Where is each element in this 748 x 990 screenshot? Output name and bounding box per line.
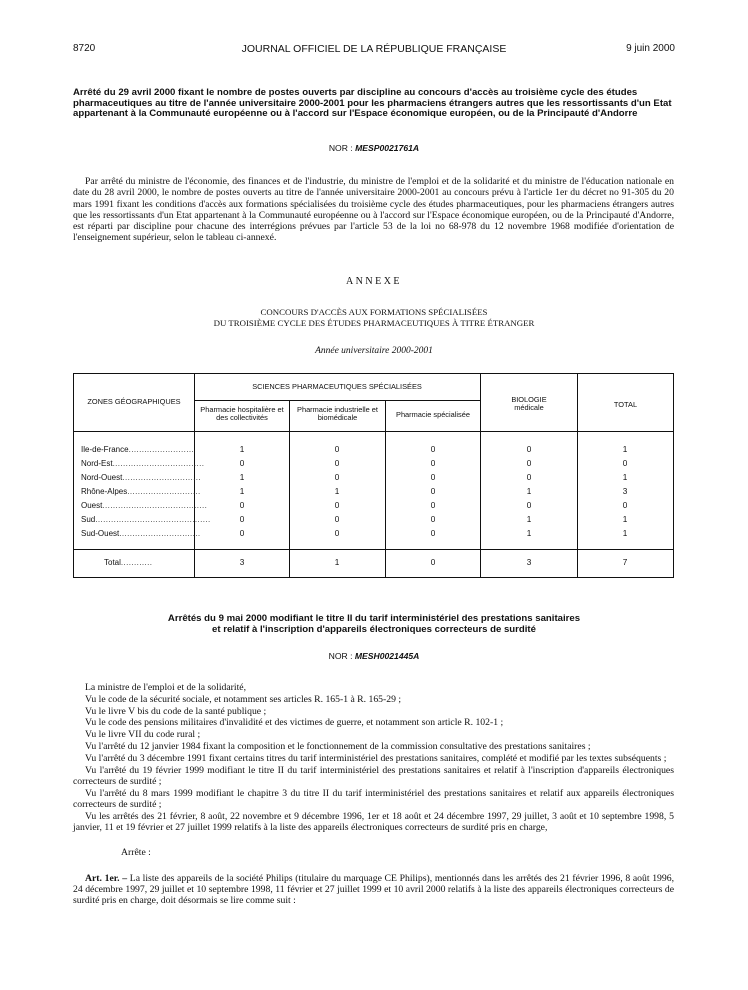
col-header-biologie [481,396,577,413]
annexe-title: ANNEXE [345,276,403,287]
cell-value: 0 [334,445,340,454]
cell-value: 0 [430,487,436,496]
cell-value: 1 [622,445,628,454]
article-1 [73,873,674,907]
cell-value: 0 [334,501,340,510]
paragraph: Vu le livre VII du code rural ; [85,729,201,741]
cell-value: 1 [622,529,628,538]
col-header-industrielle: Pharmacie industrielle et biomédicale [297,405,378,423]
arrete1-paragraph: Par arrêté du ministre de l'économie, des finances et de l'industrie, du ministre de l'emploi et de la solidarité et du ministre de l'éducation nationale en date du 28 avril 2000, le nombre de postes ouverts au titre de l'année universitaire 2000-2001 au concours prévu à l'article 1er du décret no 91-305 du 20 mars 1991 fixant les conditions d'accès aux formations spécialisées du troisième cycle des études pharmaceutiques, pour les pharmaciens étrangers autres que les ressortissants d'un Etat appartenant à la Communauté européenne ou à l'accord sur l'Espace économique européen, ou de la Principauté d'Andorre, est réparti par discipline pour chacune des interrégions prévues par l'article 53 de la loi no 68-978 du 12 novembre 1968 modifiée d'orientation de l'enseignement supérieur, selon le tableau ci-annexé. [73,176,674,244]
cell-value: 1 [526,487,532,496]
paragraph: Vu le livre V bis du code de la santé publique ; [85,705,267,717]
cell-value: 0 [526,459,532,468]
cell-value: 0 [622,501,628,510]
arrete-word: Arrête : [121,847,151,859]
page-number: 8720 [73,43,96,54]
zone-label: Nord-Est [81,459,113,468]
annee-universitaire: Année universitaire 2000-2001 [315,346,433,356]
nor-code: MESP0021761A [355,143,420,153]
cell-value: 1 [334,558,340,567]
col-header-total: TOTAL [613,400,638,409]
zone-label: Rhône-Alpes [81,487,128,496]
cell-value: 1 [622,515,628,524]
col-header-hospitaliere: Pharmacie hospitalière et des collectivités [200,405,284,423]
paragraph: La ministre de l'emploi et de la solidarité, [85,682,247,693]
paragraph: Vu l'arrêté du 8 mars 1999 modifiant le chapitre 3 du titre II du tarif interministériel des prestations sanitaires et relatif aux appareils électroniques correcteurs de surdité ; [73,787,674,810]
col-header-sciences: SCIENCES PHARMACEUTIQUES SPÉCIALISÉES [252,382,422,391]
cell-value: 0 [526,501,532,510]
concours-line-2: DU TROISIÈME CYCLE DES ÉTUDES PHARMACEUTIQUES À TITRE ÉTRANGER [213,317,535,328]
cell-value: 0 [239,501,245,510]
cell-value: 0 [430,501,436,510]
concours-line-1: CONCOURS D'ACCÈS AUX FORMATIONS SPÉCIALISÉES [260,307,488,317]
article-1-label: Art. 1er. – [85,872,128,884]
cell-value: 7 [622,558,628,567]
cell-value: 0 [526,473,532,482]
arrete2-title-line-2: et relatif à l'inscription d'appareils électroniques correcteurs de surdité [212,623,536,635]
paragraph: Vu l'arrêté du 12 janvier 1984 fixant la composition et le fonctionnement de la commission consultative des prestations sanitaires ; [85,740,591,752]
paragraph: Vu les arrêtés des 21 février, 8 août, 22 novembre et 9 décembre 1996, 1er et 18 août et 24 décembre 1997, 29 juillet, 3 août et 10 septembre 1998, 5 janvier, 11 et 19 février et 27 juillet 1999 relatifs à la liste des appareils électroniques correcteurs de surdité pris en charge, [73,810,674,834]
cell-value: 1 [239,445,245,454]
cell-value: 0 [239,459,245,468]
paragraph: Vu l'arrêté du 19 février 1999 modifiant le titre II du tarif interministériel des prestations sanitaires et relatif à l'inscription d'appareils électroniques correcteurs de surdité ; [73,764,674,787]
cell-value: 0 [334,529,340,538]
issue-date: 9 juin 2000 [626,43,675,54]
cell-value: 0 [430,459,436,468]
total-label: Total [104,558,121,567]
journal-title: JOURNAL OFFICIEL DE LA RÉPUBLIQUE FRANÇAISE [241,43,507,55]
cell-value: 0 [622,459,628,468]
arrete2-nor [0,651,748,661]
paragraph: Vu l'arrêté du 3 décembre 1991 fixant certains titres du tarif interministériel des prestations sanitaires, complété et modifié par les textes subséquents ; [85,752,667,764]
cell-value: 3 [526,558,532,567]
cell-value: 0 [430,558,436,567]
zone-label: Ouest [81,501,103,510]
nor-label: NOR : [328,651,353,661]
arrete2-title-line-1: Arrêtés du 9 mai 2000 modifiant le titre II du tarif interministériel des prestations sanitaires [167,613,581,624]
cell-value: 0 [526,445,532,454]
cell-value: 0 [334,459,340,468]
arrete1-title: Arrêté du 29 avril 2000 fixant le nombre de postes ouverts par discipline au concours d'accès au troisième cycle des études pharmaceutiques au titre de l'année universitaire 2000-2001 pour les pharmaciens étrangers autres que les ressortissants d'un Etat appartenant à la Communauté européenne ou à l'accord sur l'Espace économique européen, ou de la Principauté d'Andorre [73,87,672,120]
col-header-zones: ZONES GÉOGRAPHIQUES [87,397,181,406]
biologie-line-2: médicale [514,403,544,413]
paragraph: Vu le code de la sécurité sociale, et notamment ses articles R. 165-1 à R. 165-29 ; [85,693,402,705]
cell-value: 0 [334,515,340,524]
postes-table: ZONES GÉOGRAPHIQUES SCIENCES PHARMACEUTIQUES SPÉCIALISÉES Pharmacie hospitalière et des collectivités Pharmacie industrielle et biomédicale Pharmacie spécialisée BIOLOGIE médicale TOTAL Ile-de-France......................... 1 0 0 0 1 Nord-Est................................... 0 0 0 0 0 Nord-Ouest.............................. 1 0 0 0 1 Rhône-Alpes............................ 1 1 0 1 3 Ouest........................................ 0 0 0 0 0 Sud............................................ 0 0 0 1 1 Sud-Ouest............................... 0 0 0 1 1 Total............ 3 1 0 3 7 [73,373,674,578]
zone-label: Nord-Ouest [81,473,123,482]
cell-value: 0 [430,473,436,482]
cell-value: 3 [622,487,628,496]
zone-label: Sud [81,515,96,524]
cell-value: 0 [239,515,245,524]
col-header-specialisee: Pharmacie spécialisée [396,410,470,419]
zone-label: Ile-de-France [81,445,129,454]
paragraph: Vu le code des pensions militaires d'invalidité et des victimes de guerre, et notamment son article R. 102-1 ; [85,717,504,729]
cell-value: 0 [430,529,436,538]
concours-heading [0,307,748,328]
arrete1-body [73,176,674,244]
cell-value: 1 [239,473,245,482]
cell-value: 0 [430,515,436,524]
arrete2-title [0,614,748,635]
nor-label: NOR : [328,143,353,153]
cell-value: 1 [526,529,532,538]
article-1-text: La liste des appareils de la société Philips (titulaire du marquage CE Philips), mentionnés dans les arrêtés des 21 février 1996, 8 août 1996, 24 décembre 1997, 29 juillet et 10 septembre 1998, 11 février et 27 juillet 1999 et 10 avril 2000 relatifs à la liste des appareils électroniques correcteurs de surdité pris en charge, doit désormais se lire comme suit : [73,872,675,907]
cell-value: 0 [239,529,245,538]
cell-value: 1 [622,473,628,482]
cell-value: 1 [526,515,532,524]
cell-value: 1 [239,487,245,496]
nor-code: MESH0021445A [354,651,420,661]
cell-value: 0 [430,445,436,454]
biologie-line-1: BIOLOGIE [511,395,547,404]
arrete1-nor [0,143,748,153]
zone-label: Sud-Ouest [81,529,120,538]
arrete2-body [73,682,674,907]
cell-value: 1 [334,487,340,496]
cell-value: 3 [239,558,245,567]
cell-value: 0 [334,473,340,482]
